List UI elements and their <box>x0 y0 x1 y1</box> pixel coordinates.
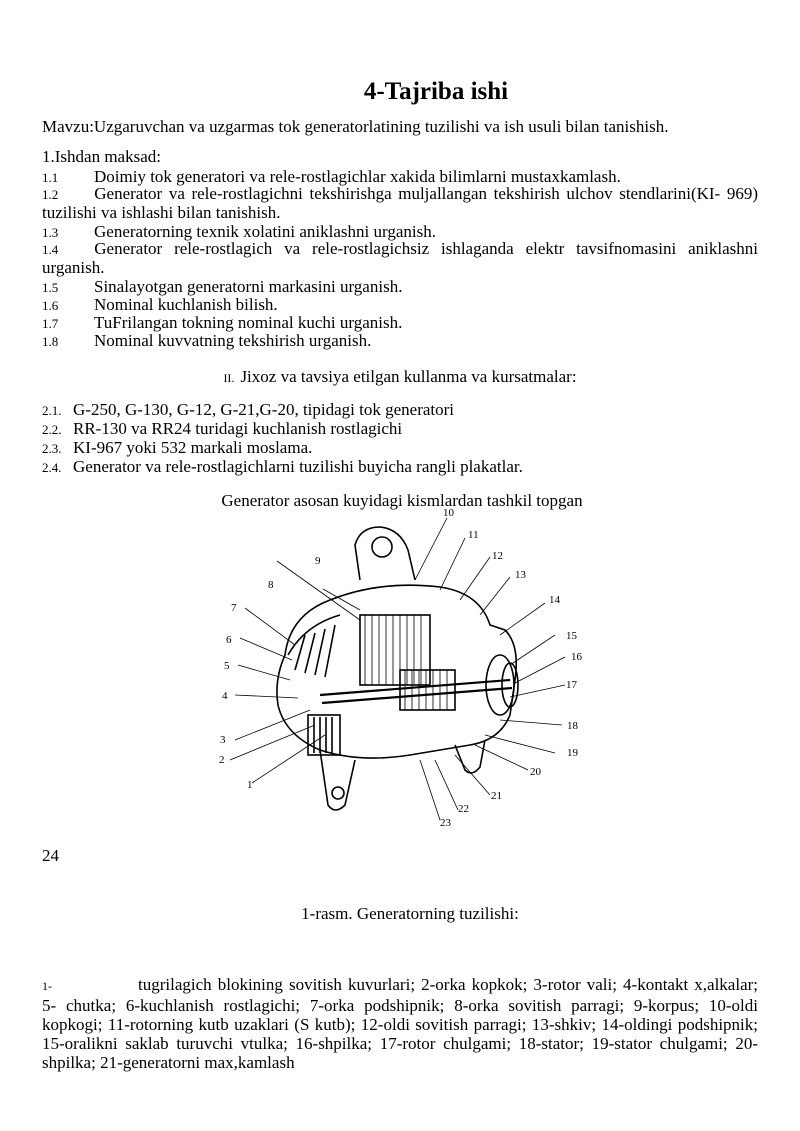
list-item: 1.5 Sinalayotgan generatorni markasini urganish. <box>42 277 403 296</box>
generator-heading: Generator asosan kuyidagi kismlardan tashkil topgan <box>221 491 583 510</box>
svg-text:20: 20 <box>530 766 541 778</box>
svg-text:18: 18 <box>567 720 578 732</box>
list-item: 1.4 Generator rele-rostlagich va rele-rostlagichsiz ishlaganda elektr tavsifnomasini aniklashni urganish. <box>42 239 758 277</box>
svg-text:4: 4 <box>222 690 228 702</box>
section1-heading: 1.Ishdan maksad: <box>42 147 161 166</box>
figure-caption: 1-rasm. Generatorning tuzilishi: <box>301 904 519 923</box>
svg-text:8: 8 <box>268 579 274 591</box>
generator-diagram <box>210 505 595 845</box>
svg-text:5: 5 <box>224 660 230 672</box>
svg-text:13: 13 <box>515 569 526 581</box>
svg-text:10: 10 <box>443 507 454 519</box>
svg-text:15: 15 <box>566 630 577 642</box>
section2-heading: II. Jixoz va tavsiya etilgan kullanma va kursatmalar: <box>223 367 577 386</box>
list-item: 2.1. G-250, G-130, G-12, G-21,G-20, tipidagi tok generatori <box>42 400 455 419</box>
svg-text:16: 16 <box>571 651 582 663</box>
svg-text:7: 7 <box>231 602 237 614</box>
svg-text:22: 22 <box>458 803 469 815</box>
list-item: 2.4. Generator va rele-rostlagichlarni tuzilishi buyicha rangli plakatlar. <box>42 457 523 476</box>
list-item: 2.2. RR-130 va RR24 turidagi kuchlanish rostlagichi <box>42 419 403 438</box>
svg-text:11: 11 <box>468 529 479 541</box>
page-title: 4-Tajriba ishi <box>363 78 509 105</box>
figure-legend: 1- tugrilagich blokining sovitish kuvurlari; 2-orka kopkok; 3-rotor vali; 4-kontakt x,alkalar; 5- chutka; 6-kuchlanish rostlagichi; 7-orka podshipnik; 8-orka sovitish parragi; 9-korpus; 10-oldi kopkogi; 11-rotorning kutb uzaklari (S kutb); 12-oldi sovitish parragi; 13-shkiv; 14-oldingi podshipnik; 15-oralikni saklab turuvchi vtulka; 16-shpilka; 17-rotor chulgami; 18-stator; 19-stator chulgami; 20-shpilka; 21-generatorni max,kamlash <box>42 975 758 1072</box>
svg-text:14: 14 <box>549 594 560 606</box>
svg-text:1: 1 <box>247 779 253 791</box>
list-item: 1.2 Generator va rele-rostlagichni tekshirishga muljallangan tekshirish ulchov stendlarini(KI- 969) tuzilishi va ishlashi bilan tanishish. <box>42 184 758 222</box>
svg-text:21: 21 <box>491 790 502 802</box>
svg-text:6: 6 <box>226 634 232 646</box>
svg-text:2: 2 <box>219 754 225 766</box>
list-item: 1.1 Doimiy tok generatori va rele-rostlagichlar xakida bilimlarni mustaxkamlash. <box>42 167 621 186</box>
svg-text:23: 23 <box>440 817 451 829</box>
svg-text:19: 19 <box>567 747 578 759</box>
list-item: 1.8 Nominal kuvvatning tekshirish urganish. <box>42 331 372 350</box>
list-item: 1.3 Generatorning texnik xolatini aniklashni urganish. <box>42 222 436 241</box>
svg-text:3: 3 <box>220 734 226 746</box>
subject-line: Mavzu:Uzgaruvchan va uzgarmas tok generatorlatining tuzilishi va ish usuli bilan tanishish. <box>42 117 669 136</box>
svg-text:12: 12 <box>492 550 503 562</box>
list-item: 2.3. KI-967 yoki 532 markali moslama. <box>42 438 313 457</box>
list-item: 1.6 Nominal kuchlanish bilish. <box>42 295 278 314</box>
svg-text:17: 17 <box>566 679 577 691</box>
page-number: 24 <box>42 846 59 865</box>
svg-text:9: 9 <box>315 555 321 567</box>
list-item: 1.7 TuFrilangan tokning nominal kuchi urganish. <box>42 313 403 332</box>
